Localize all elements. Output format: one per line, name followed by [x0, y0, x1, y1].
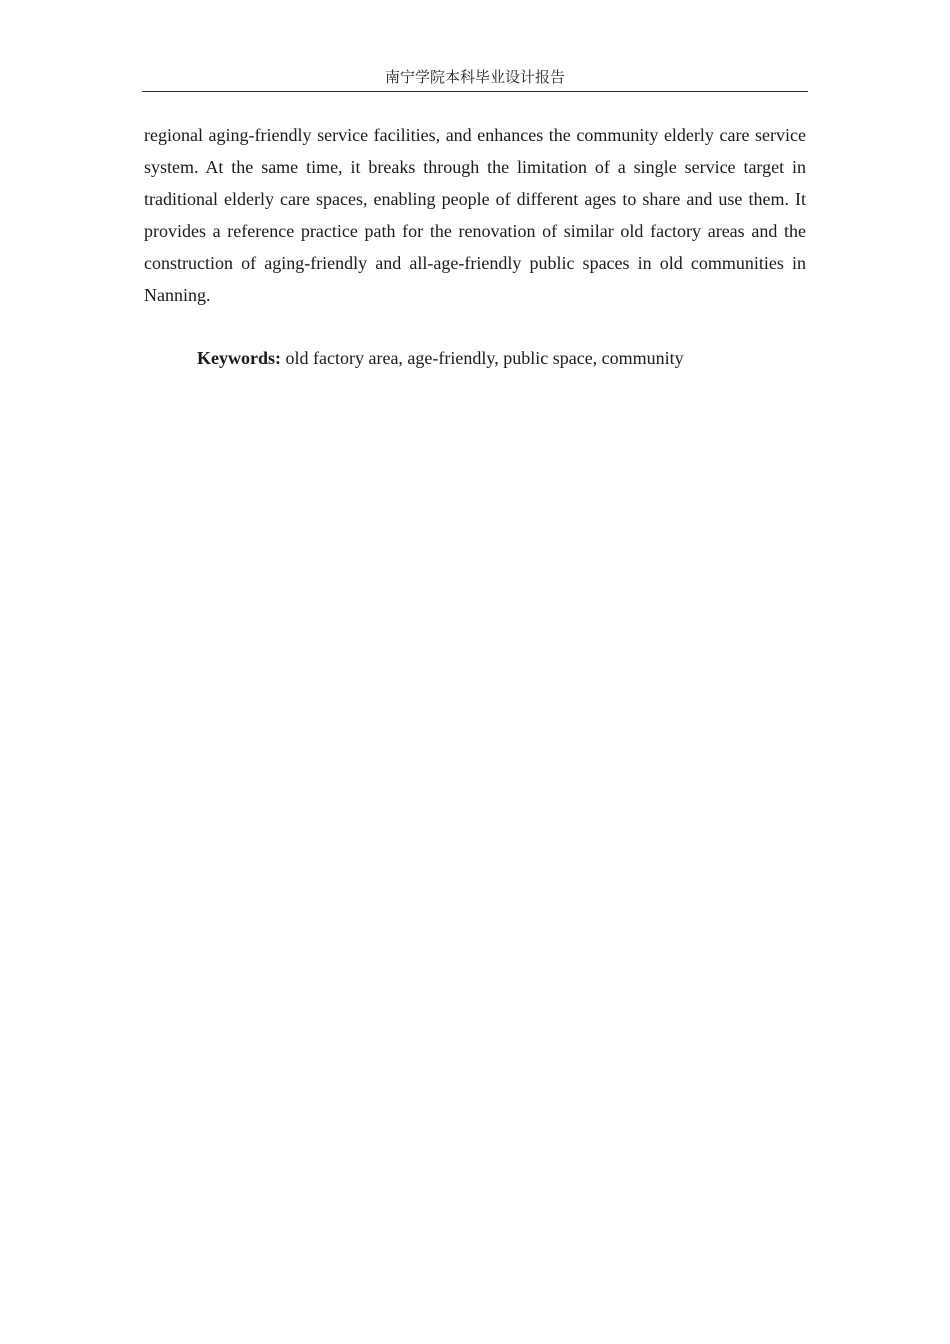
- keywords-line: [197, 342, 806, 374]
- abstract-paragraph: regional aging-friendly service facilities, and enhances the community elderly care service system. At the same time, it breaks through the limitation of a single service target in traditional elderly care spaces, enabling people of different ages to share and use them. It provides a reference practice path for the renovation of similar old factory areas and the construction of aging-friendly and all-age-friendly public spaces in old communities in Nanning.: [144, 125, 806, 305]
- keywords-label: Keywords:: [197, 348, 281, 368]
- header-title: 南宁学院本科毕业设计报告: [384, 68, 565, 86]
- keywords-text: old factory area, age-friendly, public space, community: [285, 348, 684, 368]
- page-header: [142, 66, 808, 92]
